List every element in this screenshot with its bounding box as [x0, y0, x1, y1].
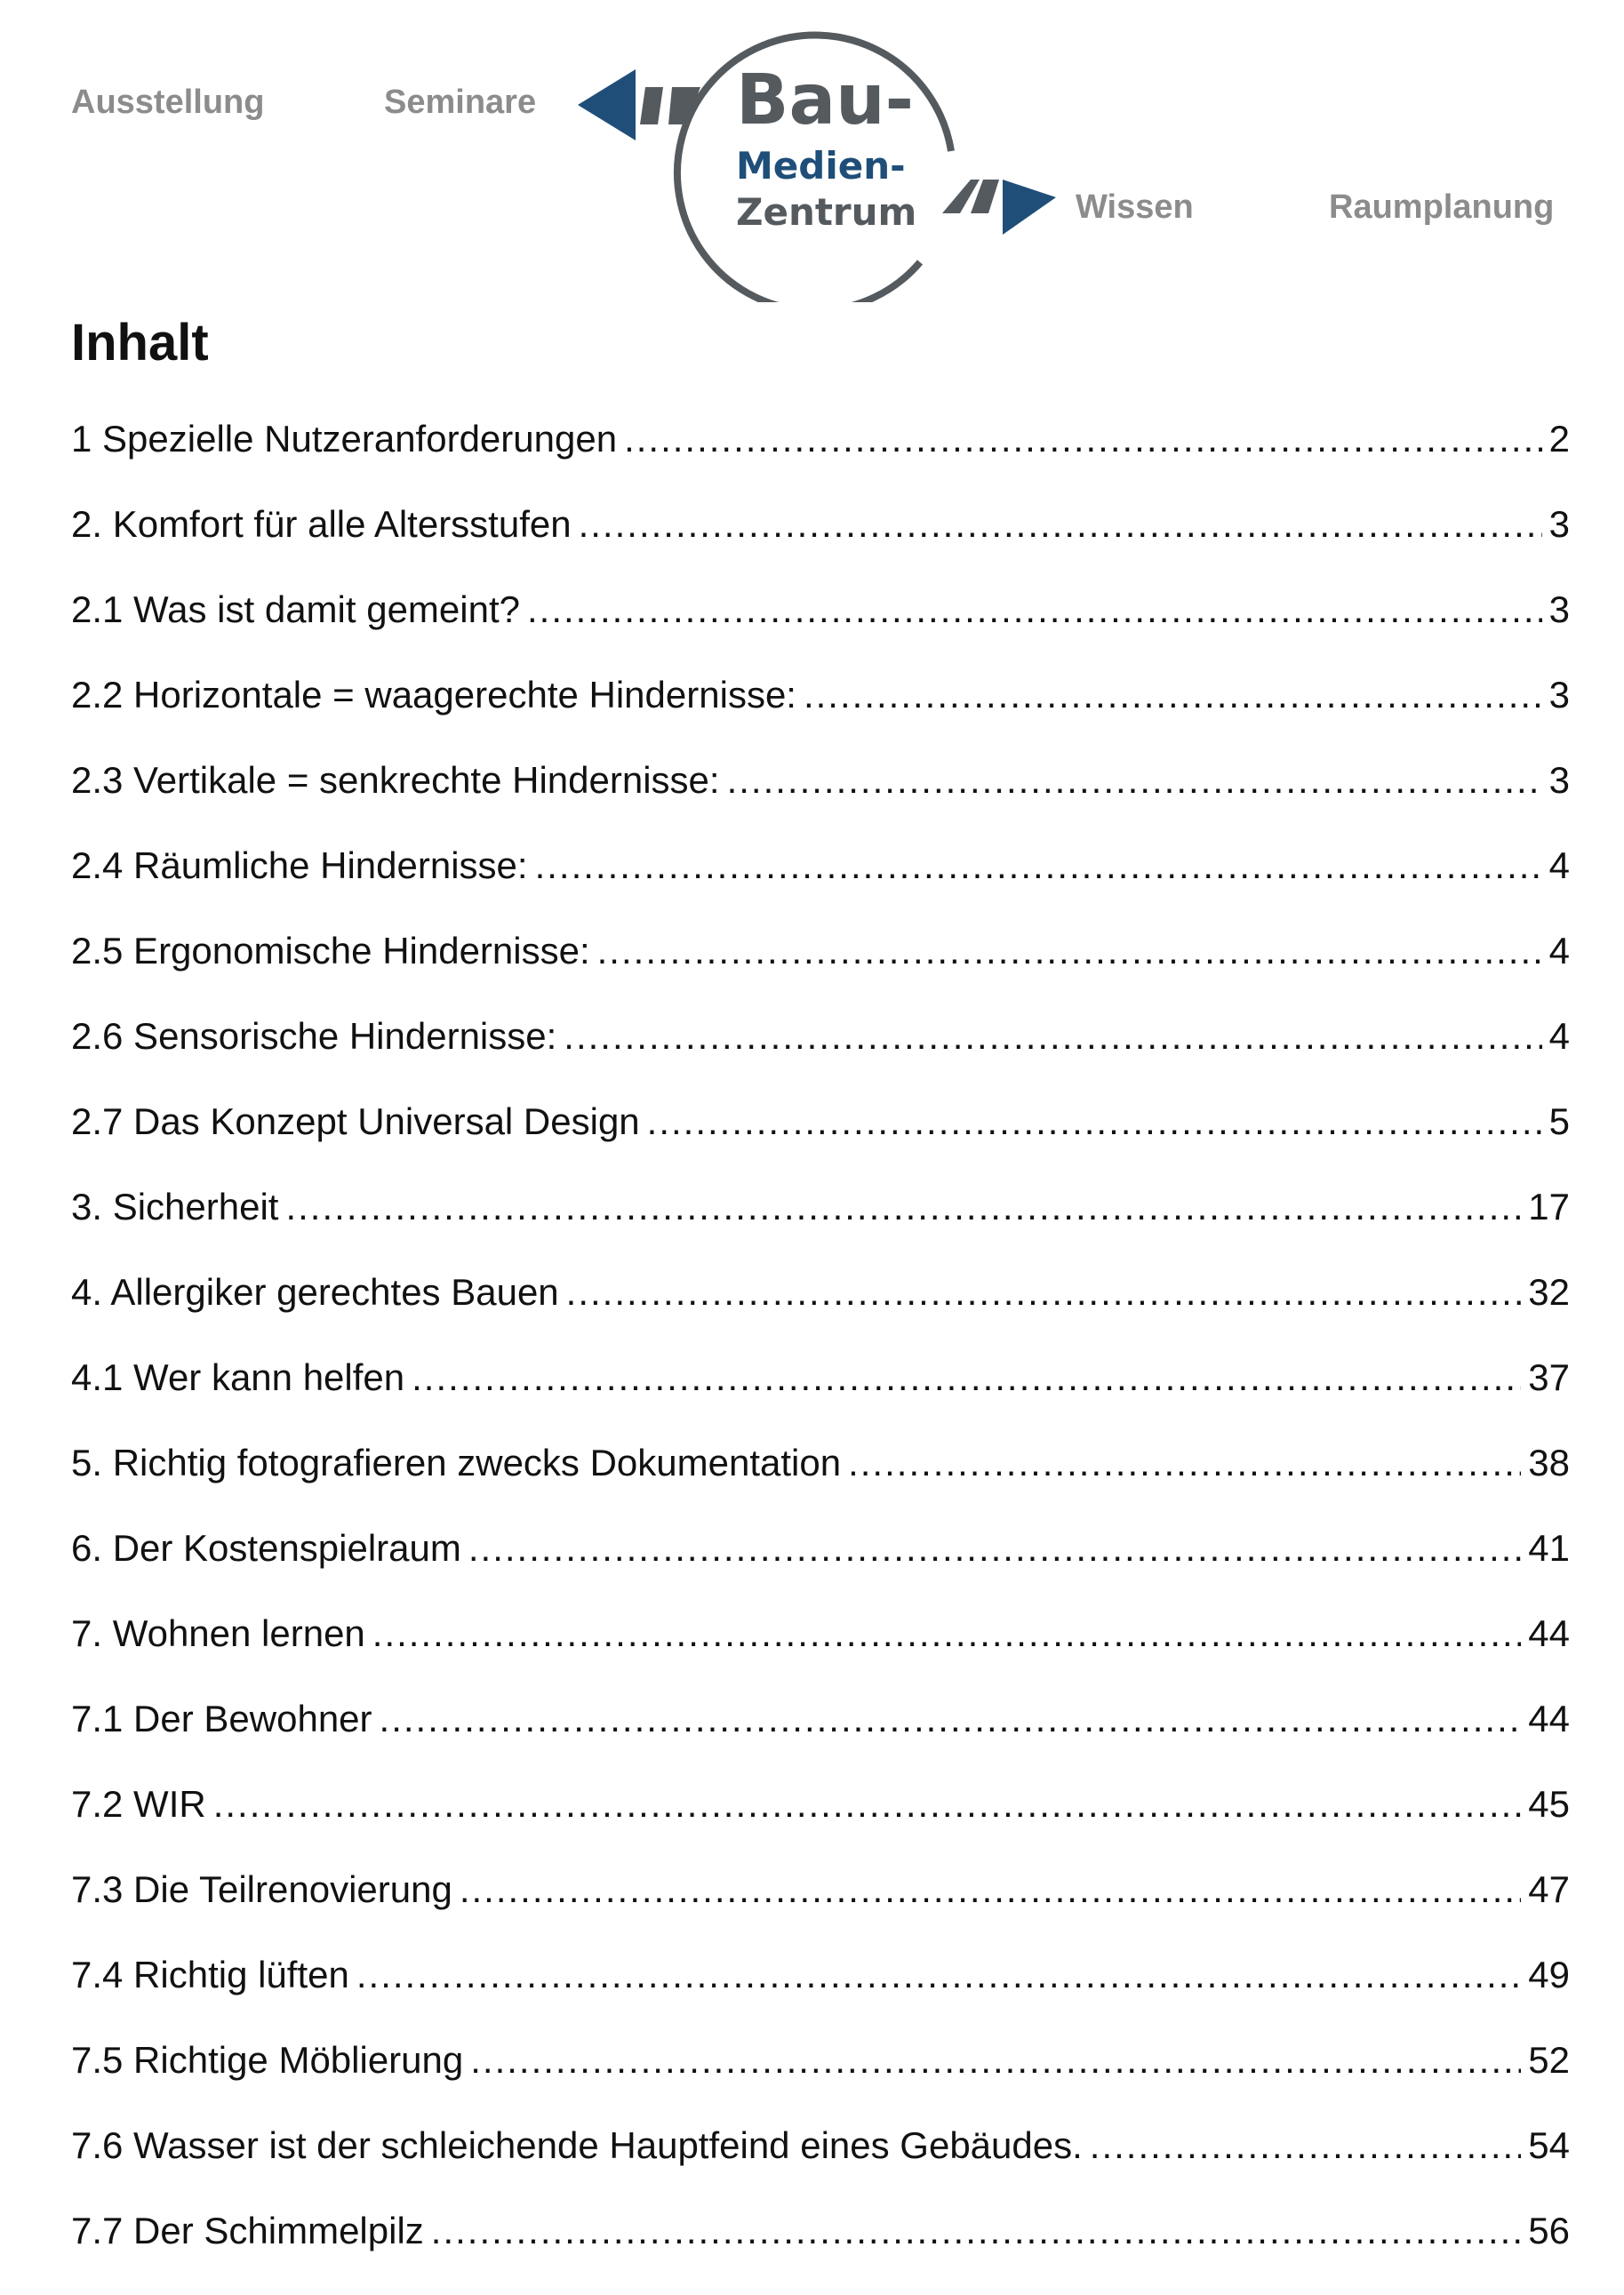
toc-dot-leader [848, 1442, 1521, 1484]
toc-entry-title: 4. Allergiker gerechtes Bauen [71, 1271, 559, 1313]
toc-entry-title: 7.6 Wasser ist der schleichende Hauptfeind eines Gebäudes. [71, 2124, 1083, 2166]
toc-dot-leader [579, 503, 1542, 546]
toc-entry[interactable] [71, 1954, 1570, 2039]
toc-page-number: 49 [1528, 1954, 1570, 1995]
toc-dot-leader [468, 1527, 1521, 1570]
toc-dot-leader [380, 1698, 1522, 1740]
page-title: Inhalt [71, 314, 209, 372]
toc-dot-leader [535, 844, 1542, 887]
toc-entry[interactable] [71, 418, 1570, 503]
toc-page-number: 47 [1528, 1868, 1570, 1910]
toc-entry-title: 7.3 Die Teilrenovierung [71, 1868, 452, 1910]
toc-entry-title: 2.1 Was ist damit gemeint? [71, 588, 520, 630]
toc-entry[interactable] [71, 1100, 1570, 1186]
toc-entry-title: 2.5 Ergonomische Hindernisse: [71, 930, 590, 972]
toc-entry[interactable] [71, 1698, 1570, 1783]
toc-entry[interactable] [71, 1527, 1570, 1612]
toc-page-number: 32 [1528, 1271, 1570, 1313]
toc-entry[interactable] [71, 1612, 1570, 1698]
toc-entry-title: 2.2 Horizontale = waagerechte Hindernisse: [71, 674, 796, 716]
toc-entry[interactable] [71, 759, 1570, 844]
nav-link-ausstellung[interactable]: Ausstellung [71, 84, 265, 121]
toc-page-number: 4 [1548, 930, 1570, 972]
toc-page-number: 3 [1548, 588, 1570, 630]
toc-dot-leader [566, 1271, 1522, 1314]
toc-page-number: 3 [1548, 759, 1570, 801]
toc-page-number: 44 [1528, 1698, 1570, 1739]
logo-text-zentrum: Zentrum [736, 190, 917, 234]
toc-entry[interactable] [71, 1356, 1570, 1442]
toc-dot-leader [647, 1100, 1542, 1143]
nav-link-seminare[interactable]: Seminare [384, 84, 537, 121]
toc-page-number: 52 [1528, 2039, 1570, 2081]
toc-entry-title: 3. Sicherheit [71, 1186, 279, 1227]
toc-page-number: 5 [1548, 1100, 1570, 1142]
toc-entry-title: 2.4 Räumliche Hindernisse: [71, 844, 528, 886]
right-arrow-icon [1003, 180, 1056, 235]
toc-entry-title: 2.6 Sensorische Hindernisse: [71, 1015, 557, 1057]
toc-page-number: 38 [1528, 1442, 1570, 1483]
toc-entry-title: 1 Spezielle Nutzeranforderungen [71, 418, 618, 460]
toc-page-number: 2 [1548, 418, 1570, 460]
toc-page-number: 4 [1548, 1015, 1570, 1057]
toc-dot-leader [804, 674, 1542, 716]
toc-entry-title: 7.4 Richtig lüften [71, 1954, 349, 1995]
toc-page-number: 54 [1528, 2124, 1570, 2166]
toc-page-number: 17 [1528, 1186, 1570, 1227]
logo-bar-left-1 [640, 87, 663, 124]
toc-entry[interactable] [71, 2039, 1570, 2124]
toc-page-number: 41 [1528, 1527, 1570, 1569]
toc-entry[interactable] [71, 674, 1570, 759]
toc-entry[interactable] [71, 2210, 1570, 2295]
toc-entry[interactable] [71, 1868, 1570, 1954]
toc-entry-title: 4.1 Wer kann helfen [71, 1356, 405, 1398]
toc-entry[interactable] [71, 1783, 1570, 1868]
toc-entry[interactable] [71, 588, 1570, 674]
toc-page-number: 3 [1548, 674, 1570, 716]
toc-dot-leader [431, 2210, 1521, 2252]
toc-dot-leader [470, 2039, 1521, 2082]
toc-page-number: 44 [1528, 1612, 1570, 1654]
toc-entry-title: 2.3 Vertikale = senkrechte Hindernisse: [71, 759, 720, 801]
toc-page-number: 45 [1528, 1783, 1570, 1825]
toc-dot-leader [727, 759, 1542, 802]
table-of-contents [71, 418, 1570, 2295]
nav-link-wissen[interactable]: Wissen [1076, 188, 1194, 226]
toc-entry-title: 7.5 Richtige Möblierung [71, 2039, 464, 2081]
nav-link-raumplanung[interactable]: Raumplanung [1329, 188, 1555, 226]
toc-entry-title: 7. Wohnen lernen [71, 1612, 365, 1654]
toc-page-number: 3 [1548, 503, 1570, 545]
toc-entry[interactable] [71, 1442, 1570, 1527]
toc-entry[interactable] [71, 1186, 1570, 1271]
bau-medien-zentrum-logo [569, 9, 1067, 302]
toc-entry[interactable] [71, 844, 1570, 930]
toc-entry-title: 7.2 WIR [71, 1783, 206, 1825]
toc-dot-leader [372, 1612, 1521, 1655]
toc-dot-leader [564, 1015, 1541, 1058]
toc-entry[interactable] [71, 1271, 1570, 1356]
toc-dot-leader [356, 1954, 1521, 1996]
toc-entry[interactable] [71, 1015, 1570, 1100]
toc-dot-leader [285, 1186, 1521, 1228]
toc-entry-title: 7.1 Der Bewohner [71, 1698, 372, 1739]
toc-entry[interactable] [71, 2124, 1570, 2210]
toc-dot-leader [460, 1868, 1521, 1911]
toc-dot-leader [624, 418, 1542, 460]
toc-page-number: 37 [1528, 1356, 1570, 1398]
toc-dot-leader [527, 588, 1542, 631]
toc-entry-title: 2. Komfort für alle Altersstufen [71, 503, 572, 545]
toc-dot-leader [412, 1356, 1521, 1399]
toc-entry-title: 6. Der Kostenspielraum [71, 1527, 461, 1569]
logo-text-medien: Medien- [736, 144, 906, 188]
toc-dot-leader [213, 1783, 1522, 1826]
toc-entry[interactable] [71, 503, 1570, 588]
toc-entry-title: 5. Richtig fotografieren zwecks Dokumentation [71, 1442, 842, 1483]
logo-text-bau: Bau- [736, 60, 914, 140]
toc-dot-leader [1090, 2124, 1522, 2167]
left-arrow-icon [578, 69, 636, 140]
toc-page-number: 56 [1528, 2210, 1570, 2251]
toc-entry-title: 2.7 Das Konzept Universal Design [71, 1100, 640, 1142]
toc-entry[interactable] [71, 930, 1570, 1015]
toc-entry-title: 7.7 Der Schimmelpilz [71, 2210, 424, 2251]
header [0, 0, 1624, 311]
toc-page-number: 4 [1548, 844, 1570, 886]
toc-dot-leader [597, 930, 1542, 972]
